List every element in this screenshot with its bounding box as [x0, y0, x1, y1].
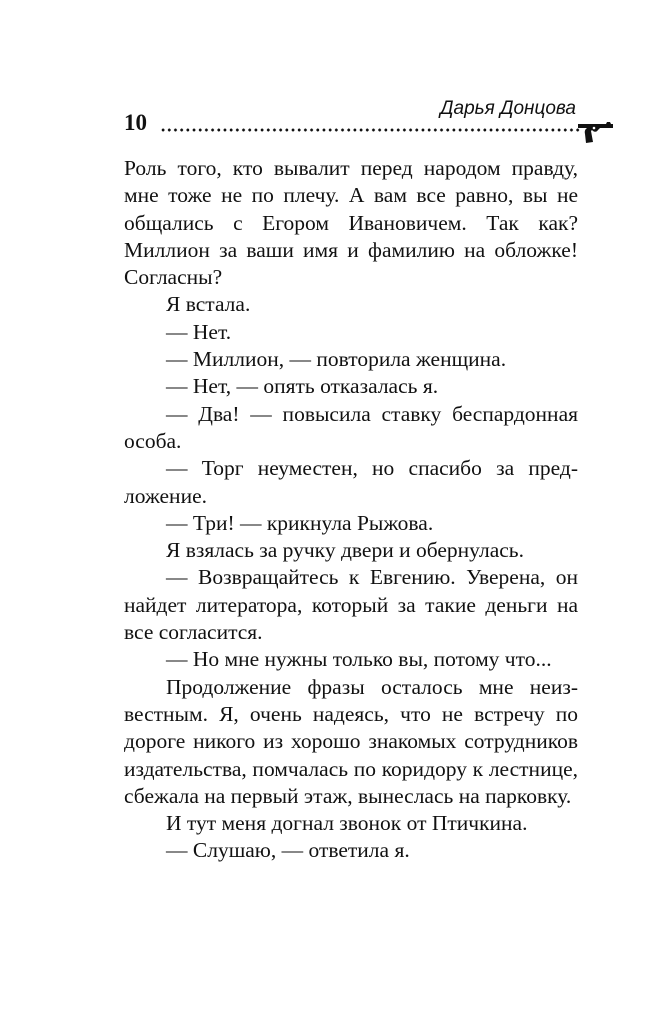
paragraph-7: — Торг неуместен, но спасибо за предложение. [124, 456, 578, 508]
paragraph-11: — Но мне нужны только вы, потому что... [166, 647, 552, 672]
paragraph-4: — Миллион, — повторила женщина. [166, 347, 507, 372]
paragraph-13: И тут меня догнал звонок от Птичкина. [166, 811, 528, 836]
paragraph-12: Продолжение фразы осталось мне неизвестным. Я, очень надеясь, что не встречу по дороге никого из хорошо знакомых сотрудников издательства, помчалась по коридору к лестнице, сбежала на первый этаж, вынеслась на парковку. [124, 674, 578, 808]
paragraph-14: — Слушаю, — ответила я. [166, 838, 410, 863]
paragraph-1: Роль того, кто вывалит перед народом правду, мне тоже не по плечу. А вам все равно, вы не общались с Егором Ивановичем. Так как? Миллион за ваши имя и фамилию на обложке! Согласны? [124, 156, 578, 290]
paragraph-10: — Возвращайтесь к Евгению. Уверена, он найдет литератора, который за такие деньги на все согласится. [124, 565, 578, 645]
paragraph-9: Я взялась за ручку двери и обернулась. [166, 538, 524, 563]
running-header [124, 98, 614, 144]
paragraph-8: — Три! — крикнула Рыжова. [166, 510, 434, 535]
body-text [124, 155, 578, 865]
paragraph-3: — Нет. [166, 319, 232, 344]
running-author: Дарья Донцова [440, 98, 576, 119]
paragraph-2: Я встала. [166, 292, 251, 317]
paragraph-6: — Два! — повысила ставку беспардонная особа. [124, 401, 578, 453]
paragraph-5: — Нет, — опять отказалась я. [166, 374, 439, 399]
dotted-leader [160, 128, 580, 132]
revolver-icon [576, 118, 614, 144]
page-number: 10 [124, 110, 147, 135]
